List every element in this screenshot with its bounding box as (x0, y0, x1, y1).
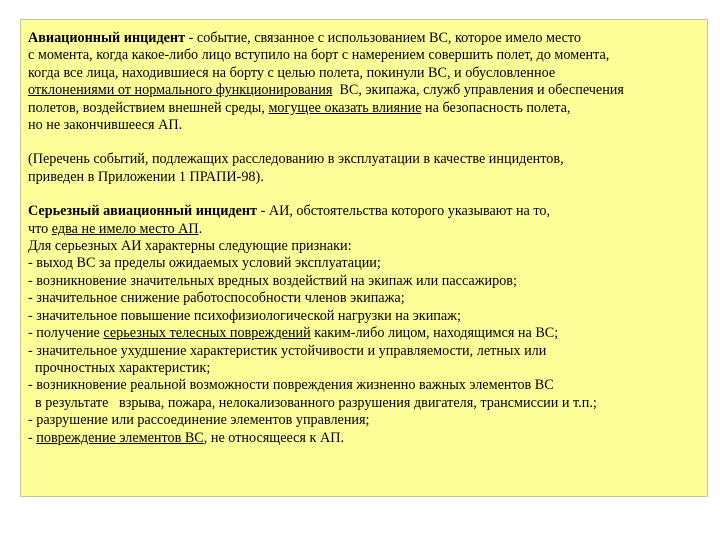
list-item-continuation: прочностных характеристик; (35, 359, 211, 376)
list-item: - возникновение реальной возможности повреждения жизненно важных элементов ВС (28, 377, 554, 394)
underlined-phrase: отклонениями от нормального функционирования (28, 82, 333, 99)
signs-list (28, 255, 701, 446)
term-aviation-incident: Авиационный инцидент (28, 30, 186, 46)
definition-aviation-incident: Авиационный инцидент - событие, связанное с использованием ВС, которое имело место с момента, когда какое-либо лицо вступило на борт с намерением совершить полет, до момента, когда все лица, находившиеся на борту с целью полета, покинули ВС, и обусловленное отклонениями от нормального функционирования ВС, экипажа, служб управления и обеспечения полетов, воздействием внешней среды, могущее оказать влияние на безопасность полета, но не закончившееся АП. (28, 30, 624, 134)
definition-serious-incident: Серьезный авиационный инцидент - АИ, обстоятельства которого указывают на то, что едва не имело место АП. Для серьезных АИ характерны следующие признаки: (28, 203, 701, 255)
list-item: - разрушение или рассоединение элементов управления; (28, 412, 370, 429)
list-item: - значительное повышение психофизиологической нагрузки на экипаж; (28, 307, 461, 324)
slide-text-box (20, 19, 708, 497)
note-paragraph: (Перечень событий, подлежащих расследованию в эксплуатации в качестве инцидентов, приведен в Приложении 1 ПРАПИ-98). (28, 151, 564, 185)
list-item: - повреждение элементов ВС, не относящееся к АП. (28, 429, 344, 446)
term-serious-incident: Серьезный авиационный инцидент (28, 203, 258, 220)
signs-intro: Для серьезных АИ характерны следующие признаки: (28, 238, 352, 255)
list-item: - выход ВС за пределы ожидаемых условий эксплуатации; (28, 255, 381, 272)
underlined-phrase: могущее оказать влияние (268, 99, 422, 116)
underlined-phrase: повреждение элементов ВС (36, 429, 204, 446)
list-item: - получение серьезных телесных повреждений каким-либо лицом, находящимся на ВС; (28, 325, 559, 342)
underlined-phrase: едва не имело место АП (51, 220, 199, 237)
list-item: - значительное снижение работоспособности членов экипажа; (28, 290, 405, 307)
list-item-continuation: в результате взрыва, пожара, нелокализованного разрушения двигателя, трансмиссии и т.п.; (35, 394, 597, 411)
list-item: - возникновение значительных вредных воздействий на экипаж или пассажиров; (28, 272, 517, 289)
list-item: - значительное ухудшение характеристик устойчивости и управляемости, летных или (28, 342, 547, 359)
underlined-phrase: серьезных телесных повреждений (103, 325, 311, 342)
